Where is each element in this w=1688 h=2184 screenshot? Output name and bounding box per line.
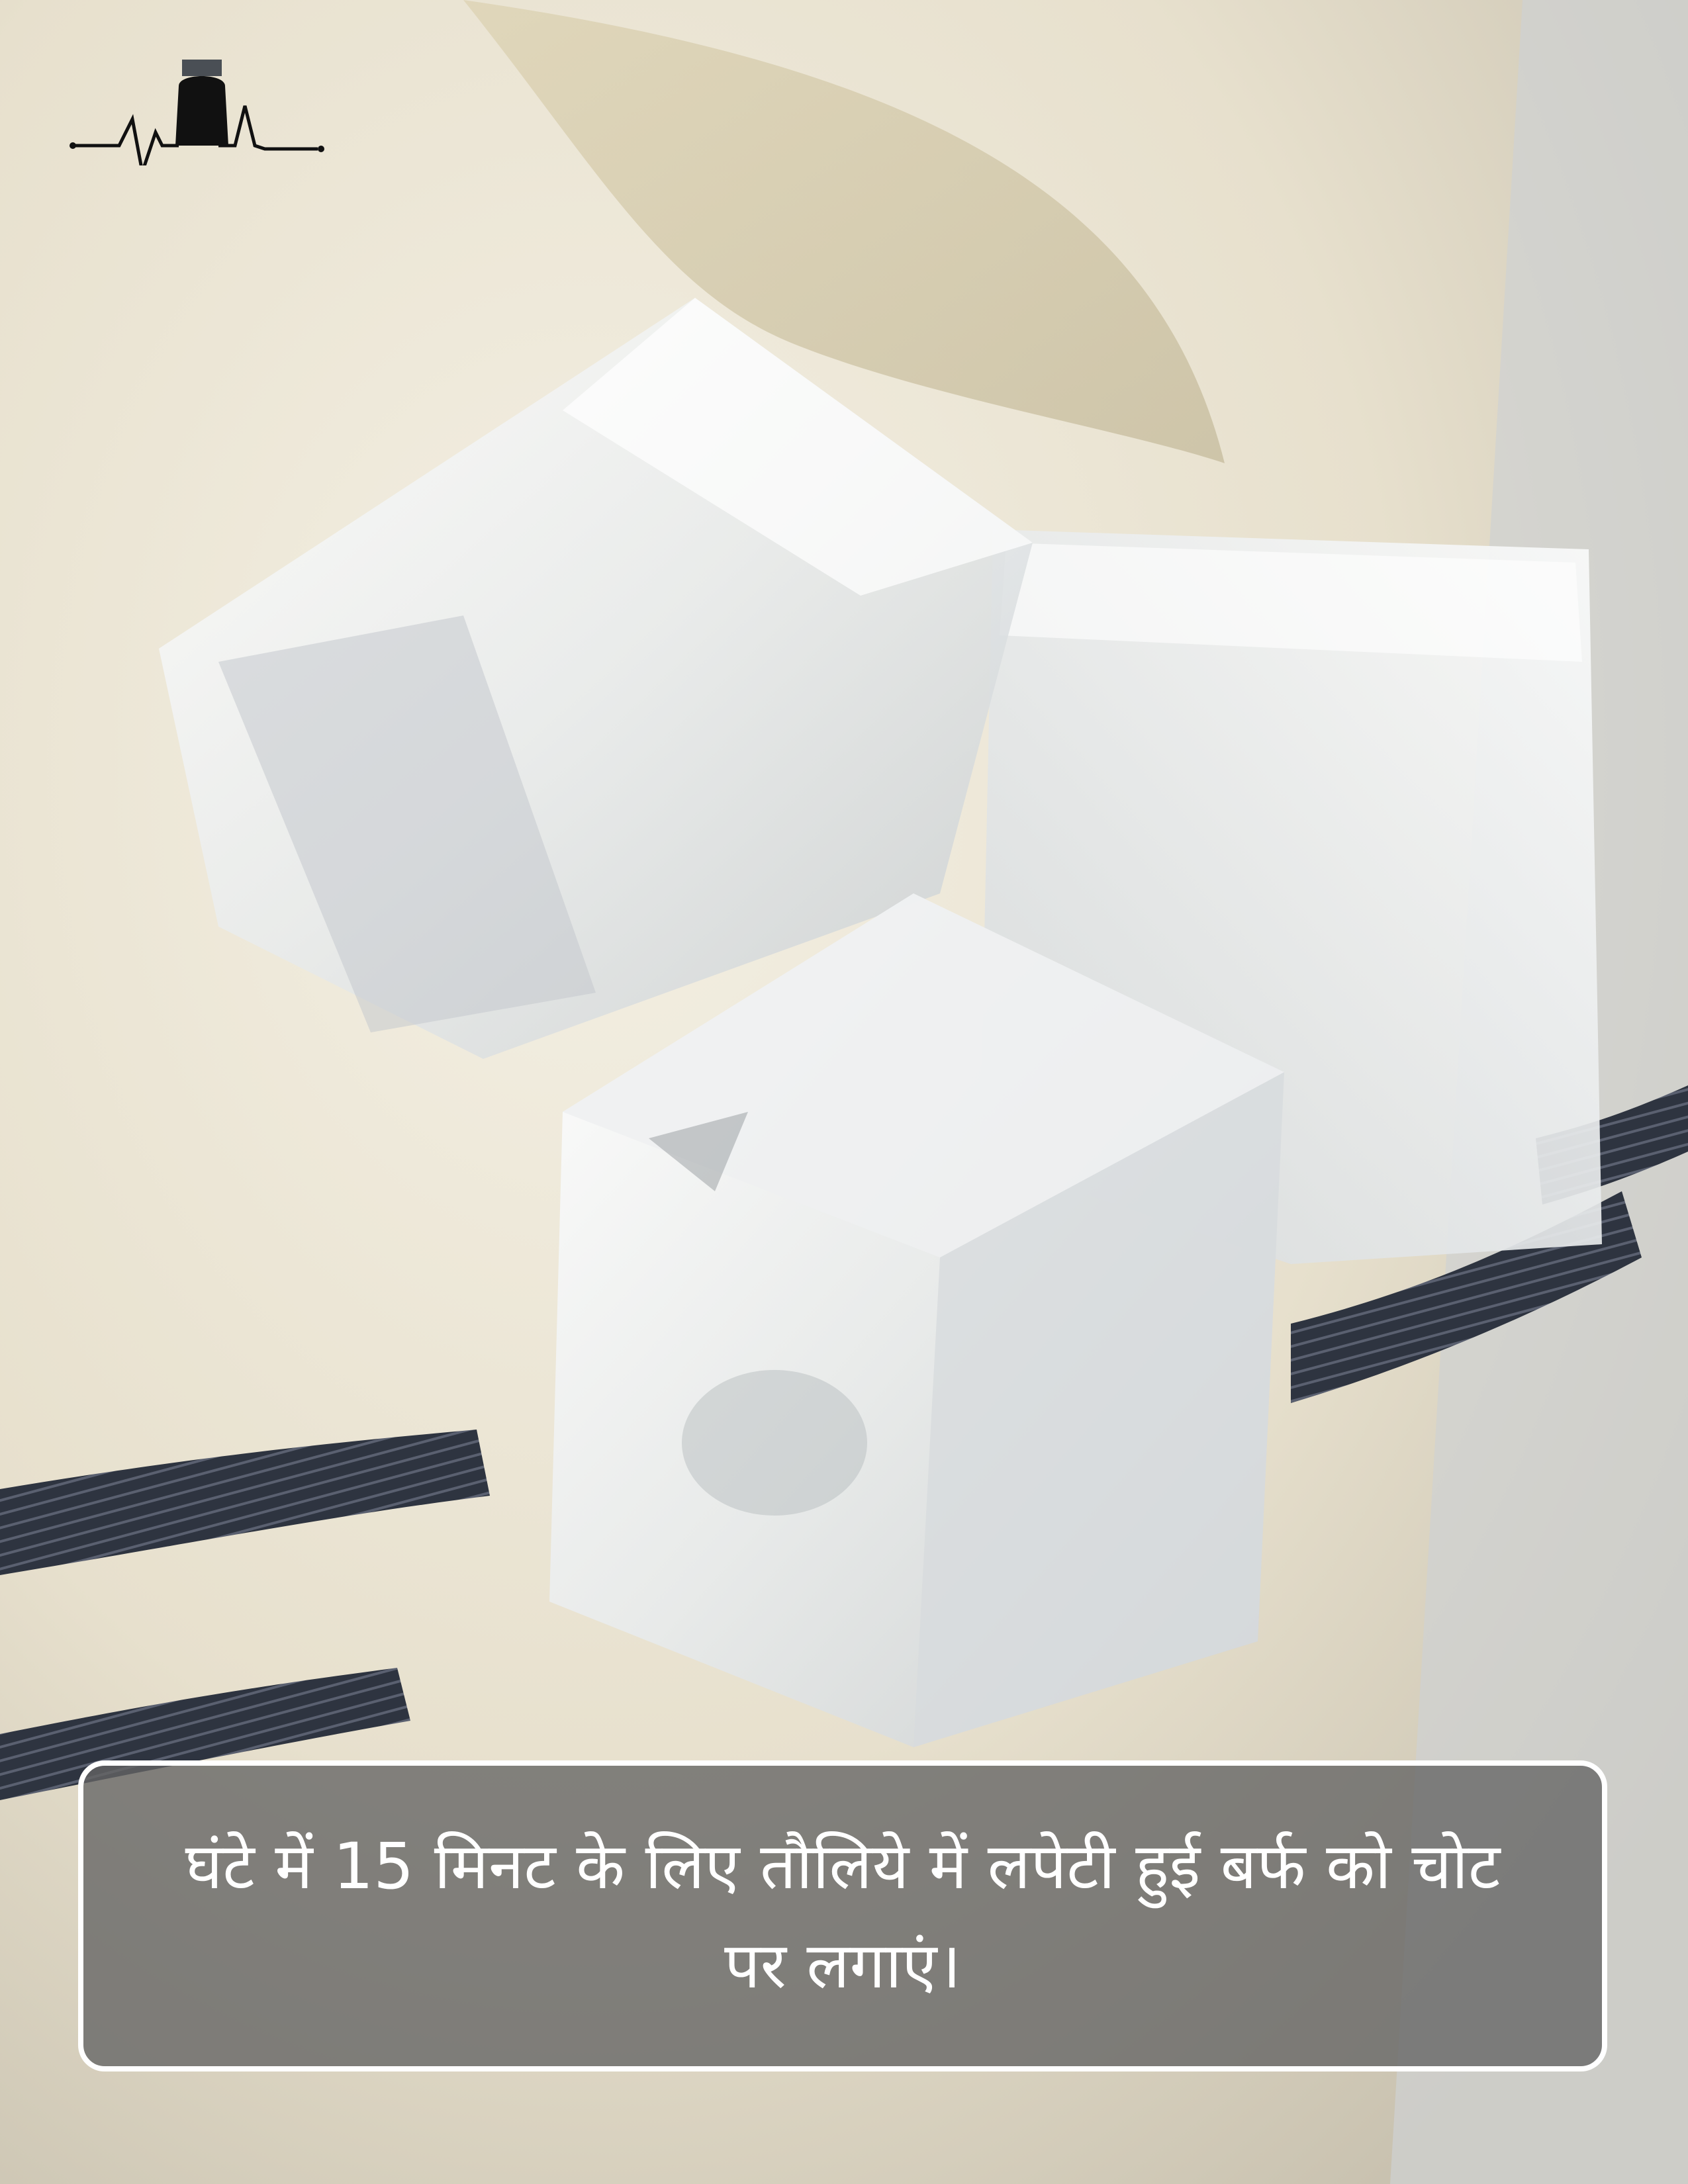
caption-text: घंटे में 15 मिनट के लिए तौलिये में लपेटी हुई बर्फ को चोट पर लगाएं।: [185, 1829, 1501, 2003]
caption-box: [78, 1760, 1607, 2071]
doctor-heartbeat-logo-icon: [66, 40, 324, 165]
